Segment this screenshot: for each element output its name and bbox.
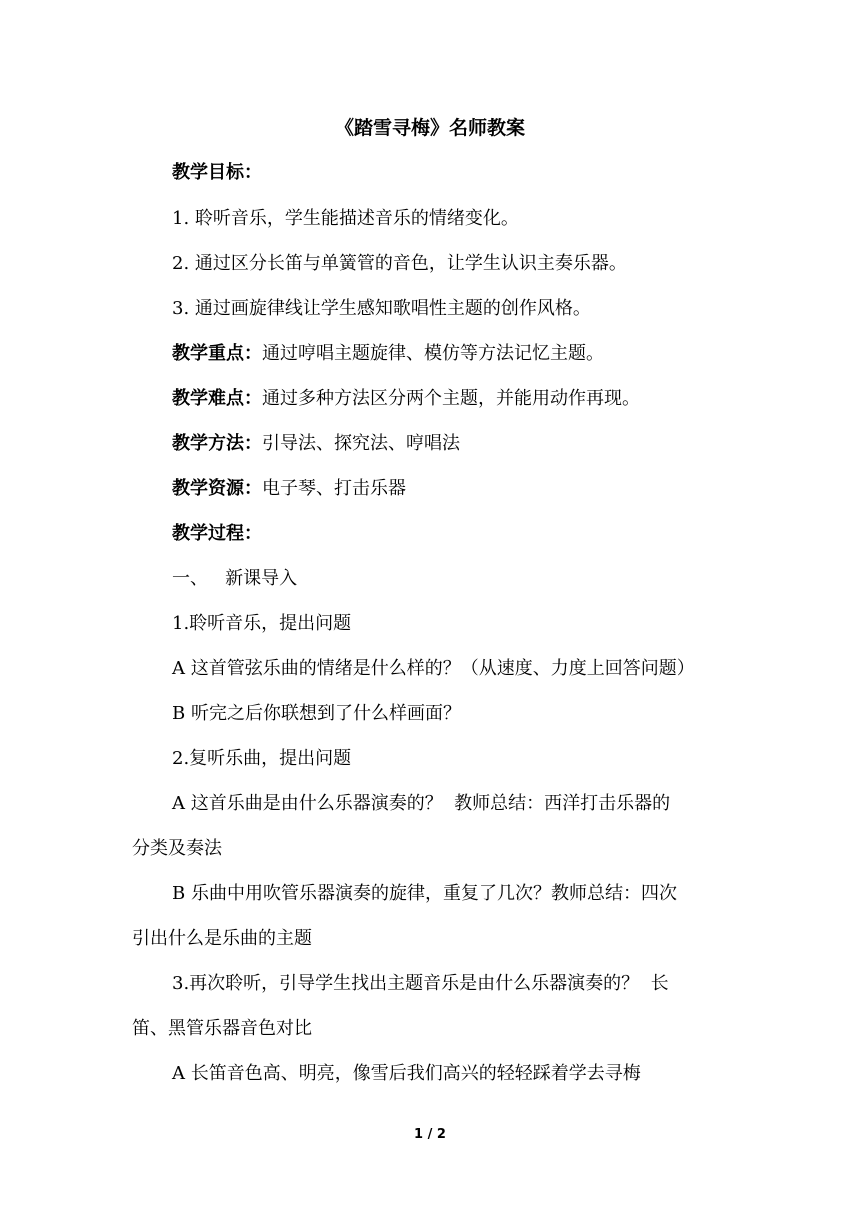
- methods-label: 教学方法：: [172, 433, 262, 454]
- methods-text: 引导法、探究法、哼唱法: [262, 433, 460, 454]
- question-item-continued: 分类及奏法: [132, 838, 222, 859]
- step-heading: 2.复听乐曲，提出问题: [172, 748, 352, 769]
- resources-label: 教学资源：: [172, 478, 262, 499]
- section-heading: 一、 新课导入: [172, 568, 298, 589]
- key-points-text: 通过哼唱主题旋律、模仿等方法记忆主题。: [262, 343, 604, 364]
- question-item: A 这首管弦乐曲的情绪是什么样的？（从速度、力度上回答问题）: [172, 658, 695, 679]
- difficulties-label: 教学难点：: [172, 388, 262, 409]
- objectives-heading: 教学目标：: [172, 162, 262, 183]
- methods: [172, 430, 752, 458]
- key-points-label: 教学重点：: [172, 343, 262, 364]
- question-item: B 乐曲中用吹管乐器演奏的旋律，重复了几次？教师总结：四次: [172, 883, 677, 904]
- page-number: 1 / 2: [414, 1127, 446, 1142]
- resources: [172, 475, 752, 503]
- difficulties: [172, 385, 752, 413]
- step-heading-continued: 笛、黑管乐器音色对比: [132, 1018, 312, 1039]
- resources-text: 电子琴、打击乐器: [262, 478, 406, 499]
- question-item: A 这首乐曲是由什么乐器演奏的？ 教师总结：西洋打击乐器的: [172, 793, 671, 814]
- objective-item: 2. 通过区分长笛与单簧管的音色，让学生认识主奏乐器。: [172, 253, 627, 274]
- objective-item: 1. 聆听音乐，学生能描述音乐的情绪变化。: [172, 208, 519, 229]
- process-heading: 教学过程：: [172, 523, 262, 544]
- question-item: B 听完之后你联想到了什么样画面？: [172, 703, 461, 724]
- objective-item: 3. 通过画旋律线让学生感知歌唱性主题的创作风格。: [172, 298, 591, 319]
- question-item-continued: 引出什么是乐曲的主题: [132, 928, 312, 949]
- step-heading: 1.聆听音乐，提出问题: [172, 613, 352, 634]
- difficulties-text: 通过多种方法区分两个主题，并能用动作再现。: [262, 388, 640, 409]
- key-points: [172, 340, 752, 368]
- question-item: A 长笛音色高、明亮，像雪后我们高兴的轻轻踩着学去寻梅: [172, 1063, 641, 1084]
- step-heading: 3.再次聆听，引导学生找出主题音乐是由什么乐器演奏的？ 长: [172, 973, 669, 994]
- document-title: 《踏雪寻梅》名师教案: [334, 117, 525, 139]
